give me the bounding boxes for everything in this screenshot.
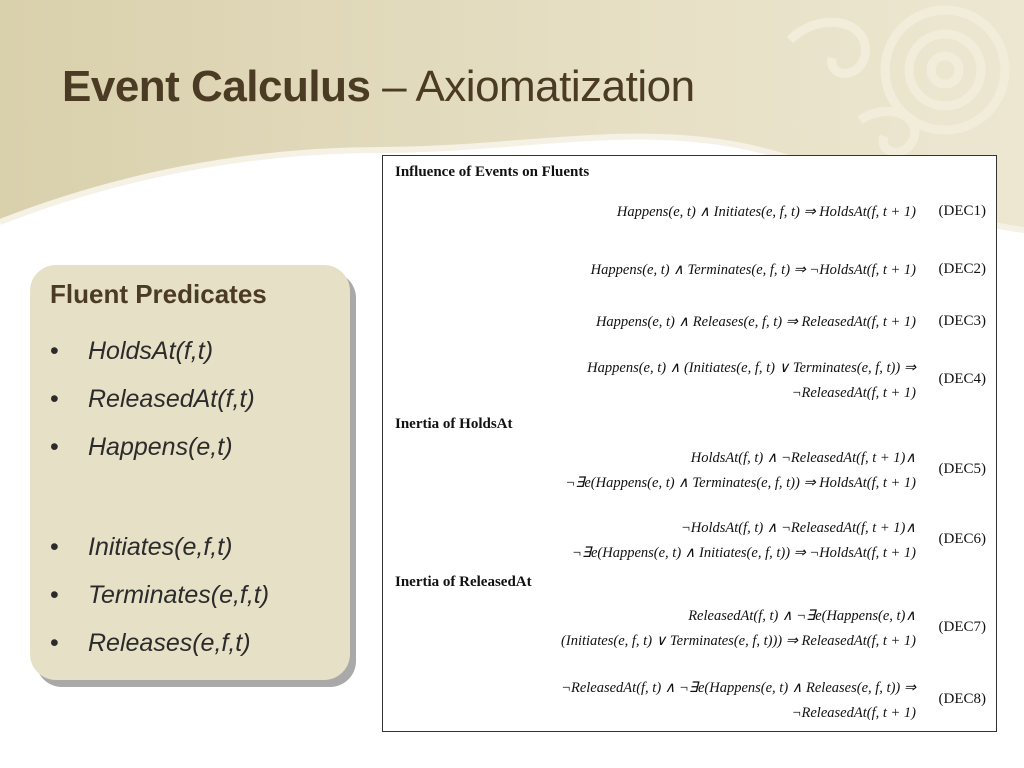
predicate-list-effect bbox=[50, 523, 269, 667]
axiom-tag: (DEC1) bbox=[938, 202, 986, 219]
axiom-section-heading: Inertia of HoldsAt bbox=[395, 416, 513, 432]
axiom-formula-line: ¬ReleasedAt(f, t) ∧ ¬∃e(Happens(e, t) ∧ Releases(e, f, t)) ⇒ bbox=[561, 680, 916, 696]
predicate-item bbox=[50, 571, 269, 619]
axiom-tag: (DEC3) bbox=[938, 312, 986, 329]
bullet-icon: • bbox=[50, 385, 59, 413]
predicate-item bbox=[50, 327, 255, 375]
axiom-formula-line: ¬HoldsAt(f, t) ∧ ¬ReleasedAt(f, t + 1)∧ bbox=[680, 520, 916, 536]
axiom-formula bbox=[565, 446, 916, 496]
axiom-formula-line: ¬ReleasedAt(f, t + 1) bbox=[791, 705, 916, 721]
axiom-tag: (DEC4) bbox=[938, 371, 986, 387]
axioms-figure bbox=[382, 155, 997, 732]
axiom-formula bbox=[561, 604, 916, 654]
slide-title bbox=[62, 62, 695, 112]
axiom-formula-line: ReleasedAt(f, t) ∧ ¬∃e(Happens(e, t)∧ bbox=[688, 608, 916, 624]
bullet-icon: • bbox=[50, 581, 59, 609]
predicate-list-primary bbox=[50, 327, 255, 471]
axiom-formula-line: ¬∃e(Happens(e, t) ∧ Initiates(e, f, t)) ⇒ ¬HoldsAt(f, t + 1) bbox=[572, 545, 916, 561]
fluent-predicates-box bbox=[30, 265, 350, 680]
predicate-item bbox=[50, 375, 255, 423]
predicate-label: ReleasedAt(f,t) bbox=[88, 385, 255, 413]
predicate-label: Terminates(e,f,t) bbox=[88, 581, 270, 609]
axiom-formula-line: ¬ReleasedAt(f, t + 1) bbox=[791, 385, 916, 401]
bullet-icon: • bbox=[50, 433, 59, 461]
predicate-item bbox=[50, 619, 269, 667]
axiom-formula-line: ¬∃e(Happens(e, t) ∧ Terminates(e, f, t)) ⇒ HoldsAt(f, t + 1) bbox=[565, 475, 916, 491]
axiom-formula bbox=[591, 258, 916, 283]
slide-title-rest: – Axiomatization bbox=[382, 62, 695, 111]
axiom-formula-line: Happens(e, t) ∧ Initiates(e, f, t) ⇒ HoldsAt(f, t + 1) bbox=[616, 204, 916, 220]
axiom-formula-line: HoldsAt(f, t) ∧ ¬ReleasedAt(f, t + 1)∧ bbox=[690, 450, 916, 466]
axiom-tag: (DEC8) bbox=[938, 691, 986, 707]
axiom-tag: (DEC2) bbox=[938, 260, 986, 277]
predicate-label: Releases(e,f,t) bbox=[88, 629, 251, 657]
axiom-formula-line: Happens(e, t) ∧ Terminates(e, f, t) ⇒ ¬HoldsAt(f, t + 1) bbox=[590, 262, 916, 278]
axiom-tag: (DEC7) bbox=[938, 619, 986, 635]
predicate-item bbox=[50, 423, 255, 471]
bullet-icon: • bbox=[50, 533, 59, 561]
predicate-label: Happens(e,t) bbox=[88, 433, 233, 461]
axiom-formula bbox=[596, 310, 916, 335]
axiom-section-heading: Inertia of ReleasedAt bbox=[395, 574, 532, 590]
axiom-formula bbox=[617, 200, 916, 225]
axiom-formula bbox=[587, 356, 916, 406]
predicate-label: Initiates(e,f,t) bbox=[88, 533, 233, 561]
axiom-tag: (DEC6) bbox=[938, 531, 986, 547]
axiom-tag: (DEC5) bbox=[938, 461, 986, 477]
axiom-formula-line: Happens(e, t) ∧ Releases(e, f, t) ⇒ ReleasedAt(f, t + 1) bbox=[595, 314, 916, 330]
predicate-item bbox=[50, 523, 269, 571]
predicate-label: HoldsAt(f,t) bbox=[88, 337, 214, 365]
fluent-predicates-heading: Fluent Predicates bbox=[50, 279, 267, 309]
axiom-formula-line: Happens(e, t) ∧ (Initiates(e, f, t) ∨ Terminates(e, f, t)) ⇒ bbox=[587, 360, 916, 376]
axiom-formula bbox=[561, 676, 916, 726]
axiom-formula bbox=[572, 516, 916, 566]
axiom-formula-line: (Initiates(e, f, t) ∨ Terminates(e, f, t))) ⇒ ReleasedAt(f, t + 1) bbox=[561, 633, 916, 649]
slide-title-bold: Event Calculus bbox=[62, 62, 371, 111]
bullet-icon: • bbox=[50, 629, 59, 657]
bullet-icon: • bbox=[50, 337, 59, 365]
axiom-section-heading: Influence of Events on Fluents bbox=[395, 164, 590, 180]
